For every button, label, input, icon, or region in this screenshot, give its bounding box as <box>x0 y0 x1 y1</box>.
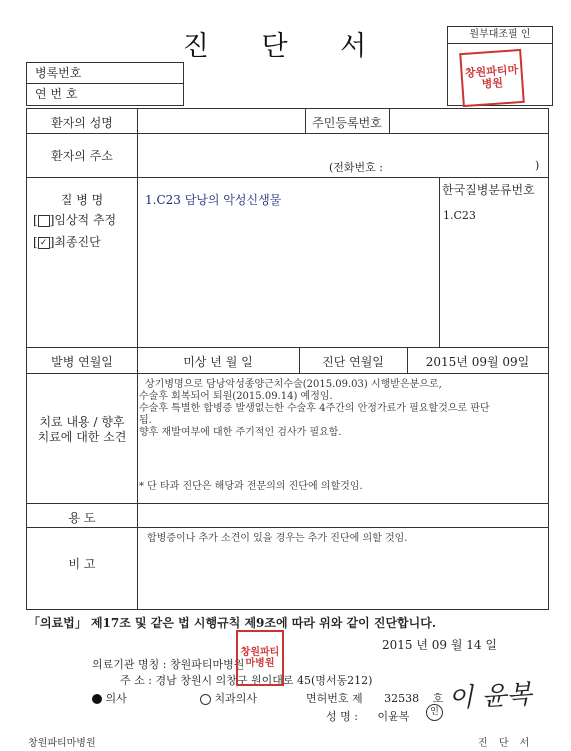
license-row: 면허번호 제 32538 호 <box>306 692 444 705</box>
final-diagnosis-checkbox[interactable]: ✓ <box>38 237 50 249</box>
dentist-type-option[interactable]: 치과의사 <box>200 690 257 706</box>
empty-circle-icon <box>200 694 211 705</box>
serial-number-label: 연 번 호 <box>27 83 183 104</box>
specialist-note: * 단 타과 진단은 해당과 전문의의 진단에 의할것임. <box>139 481 363 492</box>
onset-date-label: 발병 연월일 <box>51 355 113 369</box>
issue-date: 2015 년 09 월 14 일 <box>382 638 497 652</box>
signature-row: 성 명 : 이윤복 <box>326 710 410 723</box>
hospital-stamp-footer: 창 원 파 티 마 병 원 <box>236 630 284 686</box>
institution-address: 경남 창원시 의창구 원이대로 45(명서동212) <box>155 674 373 687</box>
hospital-stamp-top: 창 원 파 티 마 병 원 <box>459 49 525 107</box>
hospital-footer-name: 창원파티마병원 <box>28 738 96 749</box>
clinical-estimate-checkbox[interactable] <box>38 215 50 227</box>
remarks-label: 비 고 <box>68 557 96 571</box>
handwritten-signature: 이 윤복 <box>447 679 533 715</box>
final-diagnosis-option[interactable]: [ ✓ ]최종진단 <box>33 235 101 249</box>
legal-basis-text: 「의료법」 제17조 및 같은 법 시행규칙 제9조에 따라 위와 같이 진단합니다. <box>28 616 436 630</box>
resident-number-label: 주민등록번호 <box>312 116 382 130</box>
address-row: 주 소 : 경남 창원시 의창구 원이대로 45(명서동212) <box>120 674 373 687</box>
document-footer-title: 진 단 서 <box>478 738 534 749</box>
diagnosis-form-table <box>26 108 549 610</box>
disease-name-label: 질 병 명 <box>60 193 104 207</box>
document-title: 진 단 서 <box>182 31 389 62</box>
remarks-text: 합병증이나 추가 소견이 있을 경우는 추가 진단에 의할 것임. <box>147 533 408 544</box>
filled-circle-icon <box>92 694 102 704</box>
registration-box <box>26 62 184 106</box>
doctor-name: 이윤복 <box>377 710 410 723</box>
seal-box-header: 원부대조필 인 <box>448 27 552 44</box>
usage-label: 용 도 <box>68 511 96 525</box>
disease-code-label: 한국질병분류번호 <box>442 183 535 197</box>
patient-address-label: 환자의 주소 <box>51 149 113 163</box>
institution-row: 의료기관 명칭 : 창원파티마병원 <box>92 658 245 671</box>
onset-date-value: 미상 년 월 일 <box>183 355 253 369</box>
phone-close-paren: ) <box>535 159 540 172</box>
doctor-type-option[interactable]: 의사 <box>92 690 127 706</box>
patient-name-label: 환자의 성명 <box>51 116 113 130</box>
diagnosis-date-value: 2015년 09월 09일 <box>425 355 530 369</box>
diagnosis-date-label: 진단 연월일 <box>322 355 384 369</box>
record-number-label: 병록번호 <box>35 66 82 80</box>
license-number: 32538 <box>384 692 420 705</box>
disease-name-value: 1.C23 담낭의 악성신생물 <box>145 193 282 207</box>
disease-code-value: 1.C23 <box>443 209 476 222</box>
treatment-label: 치료 내용 / 향후 치료에 대한 소견 <box>37 415 127 444</box>
treatment-content: 상기병명으로 담낭악성종양근치수술(2015.09.03) 시행받은분으로, 수술후 회복되어 퇴원(2015.09.14) 예정임. 수술후 특별한 합병증 발생없는한 수술후 4주간의 안정가료가 필요할것으로 판단 됨. 향후 재발여부에 대한 주기적인 검사가 필요함. <box>139 379 490 438</box>
clinical-estimate-option[interactable]: [ ]임상적 추정 <box>33 213 117 227</box>
doctor-seal-circle: 인 <box>426 704 443 721</box>
verification-seal-box <box>447 26 553 106</box>
phone-number-label: (전화번호 : <box>329 161 383 174</box>
institution-name: 창원파티마병원 <box>169 658 245 671</box>
